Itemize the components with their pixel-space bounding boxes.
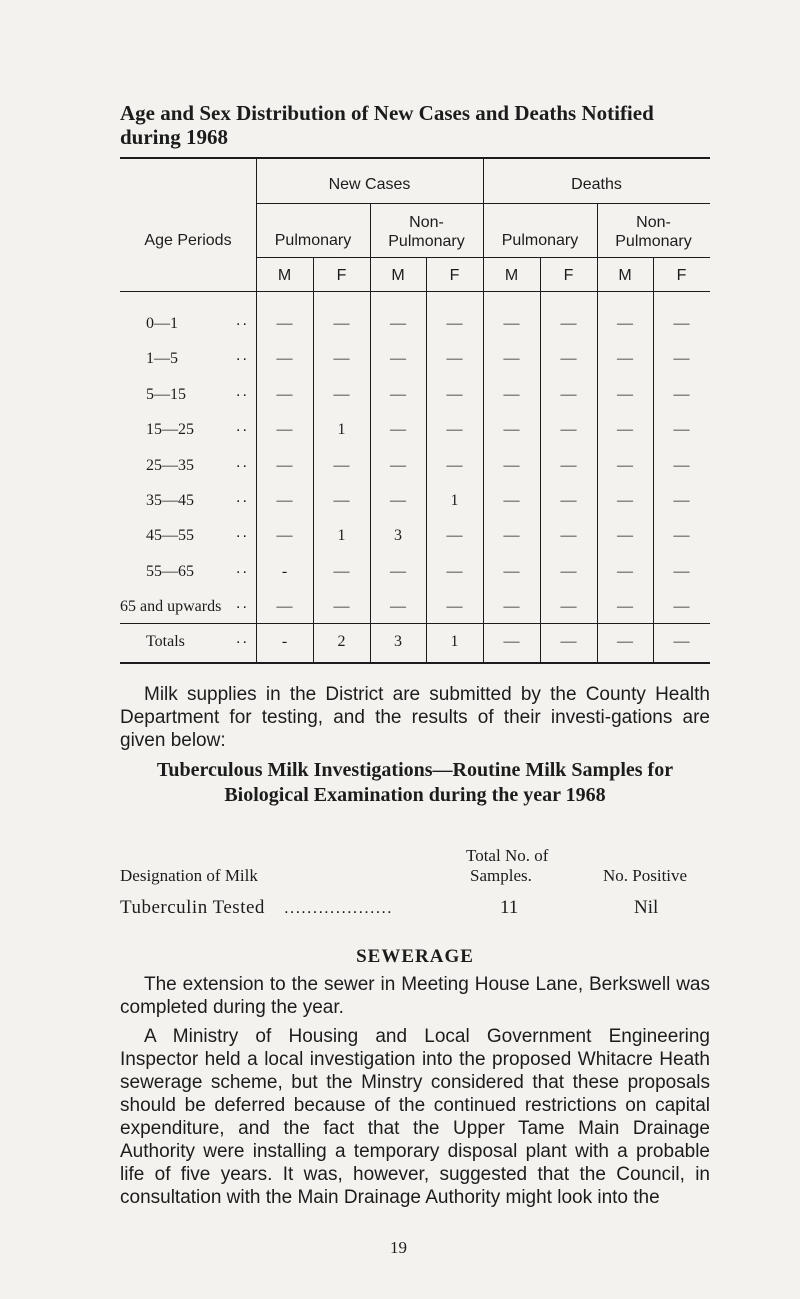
table-row-cell: —: [276, 527, 293, 544]
header-nc-non-pulmonary: [370, 213, 483, 251]
totals-row-dots: ..: [236, 630, 249, 647]
table-row-dots: ..: [236, 524, 249, 541]
header-new-cases: New Cases: [328, 176, 411, 193]
table-row-cell: —: [560, 350, 577, 367]
table-row-cell: —: [446, 421, 463, 438]
row-tuberculin-dots: ...................: [284, 898, 393, 917]
table-row-cell: —: [673, 563, 690, 580]
table-row-cell: —: [617, 527, 633, 544]
table-row-label: 0—1: [146, 315, 178, 332]
table-row-cell: —: [673, 527, 690, 544]
table-row-cell: —: [503, 315, 520, 332]
table-row-dots: ..: [236, 383, 249, 400]
header-f: F: [563, 267, 574, 284]
non-line-2: Pulmonary: [388, 233, 465, 250]
table-row-cell: —: [617, 421, 633, 438]
table-row-cell: —: [276, 421, 293, 438]
header-d-pulmonary: Pulmonary: [501, 232, 579, 249]
table-row-cell: —: [673, 315, 690, 332]
table-row-cell: —: [617, 386, 633, 403]
table-row-cell: —: [503, 421, 520, 438]
table-row-cell: —: [390, 598, 406, 615]
tb-heading-line-2: Biological Examination during the year 1968: [224, 784, 606, 806]
table-row-cell: —: [560, 386, 577, 403]
table-row-cell: —: [617, 315, 633, 332]
rule-above-totals: [120, 623, 710, 624]
table-row-label: 15—25: [146, 421, 194, 438]
table-row-cell: —: [276, 457, 293, 474]
totals-row-cell: —: [503, 633, 520, 650]
header-m: M: [504, 267, 519, 284]
table-row-cell: —: [560, 598, 577, 615]
table-row-cell: —: [333, 315, 350, 332]
totals-row-cell: —: [617, 633, 633, 650]
col-samples: Samples.: [470, 866, 532, 885]
table-row-cell: —: [673, 421, 690, 438]
row-tuberculin-positive: Nil: [634, 897, 659, 918]
table-row-cell: —: [390, 563, 406, 580]
header-f: F: [676, 267, 687, 284]
table-row-label: 65 and upwards: [120, 598, 222, 615]
header-nc-pulmonary: Pulmonary: [274, 232, 352, 249]
table-row-cell: —: [446, 315, 463, 332]
header-d-non-pulmonary: [597, 213, 710, 251]
header-deaths: Deaths: [571, 176, 622, 193]
heading-line-2: during 1968: [120, 125, 228, 149]
table-row-label: 5—15: [146, 386, 186, 403]
table-row-cell: —: [333, 563, 350, 580]
row-tuberculin-label: Tuberculin Tested: [120, 897, 265, 918]
totals-row-cell: 1: [450, 633, 459, 650]
table-row-cell: —: [560, 563, 577, 580]
non-line-1: Non-: [409, 214, 444, 231]
table-row-label: 55—65: [146, 563, 194, 580]
heading-line-1: Age and Sex Distribution of New Cases and Deaths Notified: [120, 101, 654, 125]
header-f: F: [336, 267, 347, 284]
table-row-cell: —: [503, 457, 520, 474]
table-row-cell: —: [446, 386, 463, 403]
table-row-cell: —: [560, 492, 577, 509]
table-row-label: 45—55: [146, 527, 194, 544]
table-row-cell: —: [446, 527, 463, 544]
table-row-label: 1—5: [146, 350, 178, 367]
totals-row-cell: -: [281, 633, 288, 650]
table-row-cell: —: [617, 350, 633, 367]
table-row-cell: —: [446, 350, 463, 367]
tb-heading: [120, 758, 710, 808]
page-number: 19: [390, 1238, 407, 1257]
table-row-cell: —: [503, 563, 520, 580]
table-row-cell: 1: [450, 492, 459, 509]
table-row-cell: —: [276, 598, 293, 615]
table-row-label: 35—45: [146, 492, 194, 509]
table-row-cell: —: [276, 492, 293, 509]
table-row-dots: ..: [236, 489, 249, 506]
table-row-cell: —: [617, 492, 633, 509]
table-row-cell: 1: [337, 527, 346, 544]
table-row-cell: —: [446, 457, 463, 474]
table-row-cell: —: [503, 527, 520, 544]
rule-under-header: [120, 291, 710, 292]
table-row-cell: —: [560, 527, 577, 544]
col-designation: Designation of Milk: [120, 866, 258, 885]
table-row-cell: —: [503, 386, 520, 403]
table-row-cell: —: [560, 457, 577, 474]
table-row-dots: ..: [236, 454, 249, 471]
header-m: M: [277, 267, 292, 284]
table-row-label: 25—35: [146, 457, 194, 474]
header-m: M: [391, 267, 405, 284]
totals-row-cell: 2: [337, 633, 346, 650]
totals-row-label: Totals: [146, 633, 185, 650]
table-row-cell: —: [276, 386, 293, 403]
table-row-cell: —: [560, 421, 577, 438]
table-row-cell: —: [617, 457, 633, 474]
table-row-cell: —: [446, 563, 463, 580]
table-row-cell: —: [617, 563, 633, 580]
totals-row-cell: —: [560, 633, 577, 650]
table-row-cell: —: [390, 492, 406, 509]
table-row-cell: —: [503, 492, 520, 509]
header-age-periods: Age Periods: [144, 232, 232, 249]
non-line-2: Pulmonary: [615, 233, 692, 250]
table-row-cell: —: [673, 457, 690, 474]
table-row-dots: ..: [236, 312, 249, 329]
table-bottom-rule: [120, 662, 710, 664]
table-row-cell: —: [333, 492, 350, 509]
table-row-cell: —: [446, 598, 463, 615]
table-row-cell: —: [333, 386, 350, 403]
table-row-cell: —: [673, 598, 690, 615]
table-row-cell: —: [560, 315, 577, 332]
sewerage-paragraph-2: A Ministry of Housing and Local Government Engineering Inspector held a local investigation into the proposed Whitacre Heath sewerage scheme, but the Minstry considered that these proposals should be deferred because of the continued restrictions on capital expenditure, and the fact that the Upper Tame Main Drainage Authority were installing a temporary disposal plant with a probable life of five years. It was, however, suggested that the Council, in consultation with the Main Drainage Authority might look into the: [120, 1026, 710, 1208]
table-row-cell: —: [617, 598, 633, 615]
table-row-cell: —: [390, 315, 406, 332]
page-heading: [120, 101, 720, 149]
table-row-dots: ..: [236, 595, 249, 612]
table-row-cell: —: [333, 598, 350, 615]
table-row-cell: —: [390, 421, 406, 438]
col-total-line1: Total No. of: [466, 846, 549, 865]
totals-row-cell: 3: [394, 633, 402, 650]
table-row-cell: -: [281, 563, 288, 580]
tb-heading-line-1: Tuberculous Milk Investigations—Routine Milk Samples for: [156, 759, 674, 781]
col-positive: No. Positive: [603, 866, 688, 885]
table-row-cell: —: [503, 598, 520, 615]
table-row-cell: —: [333, 457, 350, 474]
header-f: F: [449, 267, 460, 284]
table-row-cell: —: [390, 457, 406, 474]
table-row-dots: ..: [236, 560, 249, 577]
non-line-1: Non-: [636, 214, 671, 231]
table-row-cell: —: [390, 386, 406, 403]
table-row-cell: —: [276, 350, 293, 367]
table-row-cell: —: [673, 492, 690, 509]
table-row-dots: ..: [236, 418, 249, 435]
table-row-cell: 1: [337, 421, 346, 438]
totals-row-cell: —: [673, 633, 690, 650]
table-row-cell: —: [673, 386, 690, 403]
table-row-cell: —: [503, 350, 520, 367]
table-row-dots: ..: [236, 347, 249, 364]
milk-paragraph: Milk supplies in the District are submitted by the County Health Department for testing, and the results of their investi-gations are given below:: [120, 684, 710, 751]
row-tuberculin-samples: 11: [500, 897, 519, 918]
table-row-cell: —: [276, 315, 293, 332]
table-row-cell: —: [333, 350, 350, 367]
header-m: M: [618, 267, 632, 284]
table-row-cell: —: [673, 350, 690, 367]
sewerage-heading: SEWERAGE: [356, 946, 474, 967]
sewerage-paragraph-1: The extension to the sewer in Meeting House Lane, Berkswell was completed during the year.: [120, 974, 710, 1018]
table-row-cell: —: [390, 350, 406, 367]
table-top-rule: [120, 157, 710, 159]
table-row-cell: 3: [394, 527, 402, 544]
